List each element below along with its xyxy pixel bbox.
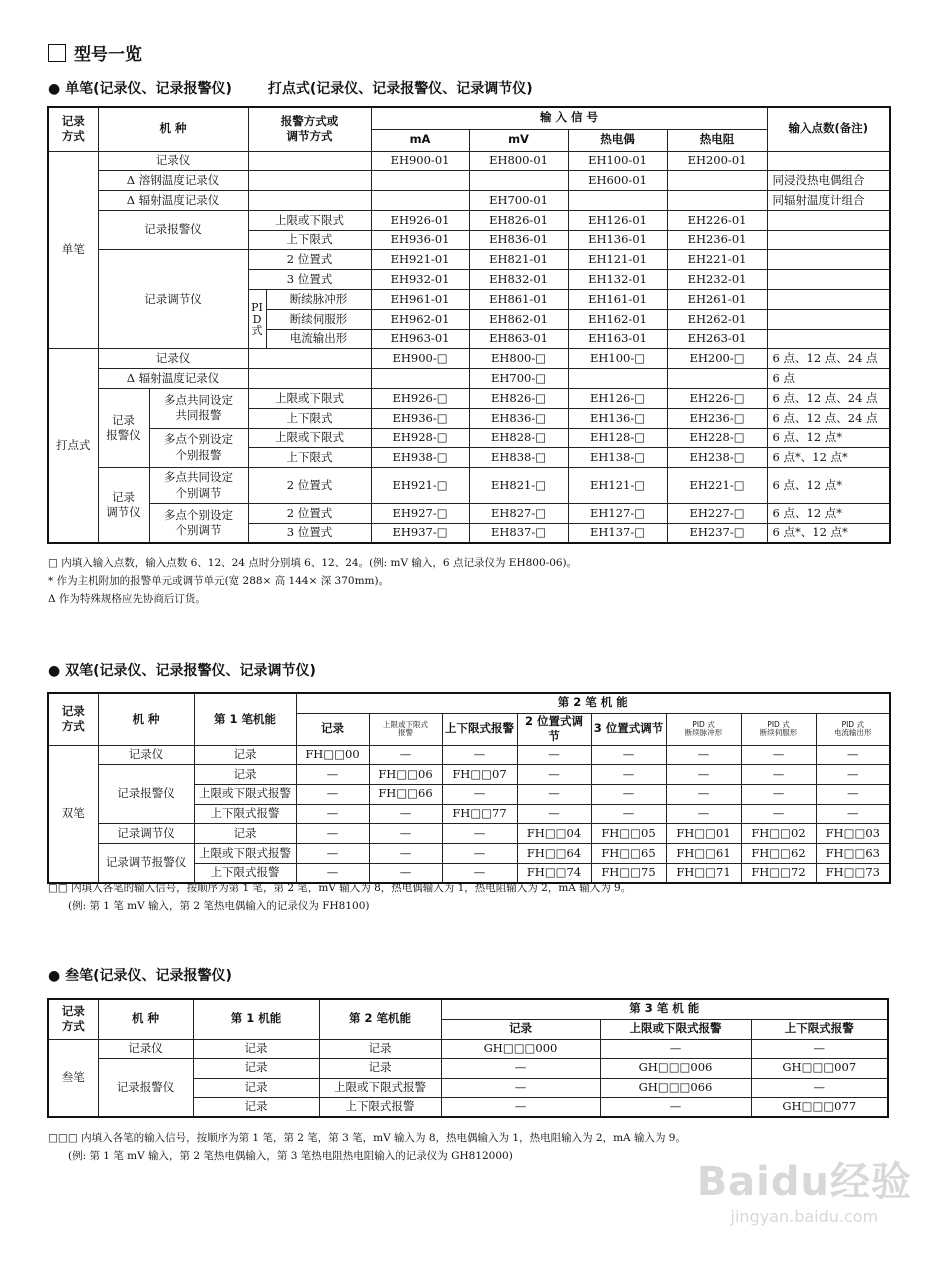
table-cell: — <box>441 1059 600 1079</box>
table-cell: — <box>600 1039 751 1059</box>
table-cell: 3 位置式 <box>248 270 371 290</box>
table-cell: EH928-□ <box>371 428 469 448</box>
table-cell: EH900-01 <box>371 151 469 171</box>
table-cell: 断续脉冲形 <box>266 290 371 310</box>
table-cell: PID式 <box>248 290 266 349</box>
column-header: 报警方式或 调节方式 <box>248 107 371 151</box>
table-cell <box>667 369 767 389</box>
table-cell: EH100-□ <box>568 349 667 369</box>
table-cell: EH261-01 <box>667 290 767 310</box>
table-cell: EH921-01 <box>371 250 469 270</box>
column-header: 2 位置式调节 <box>517 713 591 745</box>
table-cell: 6 点、12 点、24 点 <box>767 408 890 428</box>
table-cell: GH□□□007 <box>751 1059 888 1079</box>
column-header: mA <box>371 129 469 151</box>
table-cell: 6 点*、12 点* <box>767 524 890 544</box>
table-cell: 单笔 <box>48 151 98 349</box>
table-cell: 多点个别设定 个别报警 <box>149 428 248 468</box>
table-cell: 记录报警仪 <box>98 210 248 250</box>
column-header: 第 3 笔 机 能 <box>441 999 888 1019</box>
table-cell: — <box>296 843 369 863</box>
table-cell: EH700-01 <box>469 191 568 211</box>
column-header: 机 种 <box>98 693 194 745</box>
table-cell: 记录调节仪 <box>98 250 248 349</box>
table-cell <box>767 309 890 329</box>
column-header: 记录 <box>296 713 369 745</box>
table-cell: — <box>296 804 369 824</box>
table-cell: — <box>751 1039 888 1059</box>
table-cell: EH838-□ <box>469 448 568 468</box>
column-header: PID 式 断续脉冲形 <box>666 713 741 745</box>
column-header: 记录 方式 <box>48 693 98 745</box>
table-cell: EH700-□ <box>469 369 568 389</box>
table-cell: — <box>442 745 517 765</box>
table-cell: 上下限式 <box>248 408 371 428</box>
table-cell: EH226-01 <box>667 210 767 230</box>
table-cell: EH228-□ <box>667 428 767 448</box>
table-cell: EH236-01 <box>667 230 767 250</box>
table-cell: 记录调节仪 <box>98 824 194 844</box>
table-cell: FH□□02 <box>741 824 816 844</box>
table-cell: FH□□61 <box>666 843 741 863</box>
table-cell: FH□□06 <box>369 765 442 785</box>
table-cell: — <box>591 745 666 765</box>
table-cell: 6 点*、12 点* <box>767 448 890 468</box>
heading-dot-type: 打点式(记录仪、记录报警仪、记录调节仪) <box>267 81 533 97</box>
table-row <box>48 843 890 863</box>
table-cell: EH826-□ <box>469 389 568 409</box>
table-cell: 记录 <box>319 1059 441 1079</box>
section-heading-dual <box>48 660 316 680</box>
table-cell: 2 位置式 <box>248 468 371 504</box>
page-title <box>48 40 142 65</box>
table-cell: EH162-01 <box>568 309 667 329</box>
table-cell: — <box>666 784 741 804</box>
table-cell: — <box>517 804 591 824</box>
table-cell: EH221-□ <box>667 468 767 504</box>
table-cell: 记录报警仪 <box>98 1059 193 1118</box>
table-cell: FH□□64 <box>517 843 591 863</box>
table-cell: 6 点、12 点* <box>767 428 890 448</box>
table-cell: EH127-□ <box>568 504 667 524</box>
checkbox-square-icon <box>48 44 66 62</box>
table-cell: FH□□75 <box>591 863 666 883</box>
table-cell: 记录 <box>193 1098 319 1118</box>
table-cell: 同浸没热电偶组合 <box>767 171 890 191</box>
table-cell: 6 点、12 点、24 点 <box>767 389 890 409</box>
table-cell: — <box>591 765 666 785</box>
table-row <box>48 824 890 844</box>
table-cell: EH126-01 <box>568 210 667 230</box>
column-header: 记录 <box>441 1019 600 1039</box>
table-row <box>48 250 890 270</box>
table-cell: 上限或下限式报警 <box>194 784 296 804</box>
table-cell: — <box>517 745 591 765</box>
column-header: 热电阻 <box>667 129 767 151</box>
table-cell: — <box>666 804 741 824</box>
table-cell: 记录调节报警仪 <box>98 843 194 882</box>
table-cell: 3 位置式 <box>248 524 371 544</box>
table-cell: 记录 <box>194 765 296 785</box>
table-cell: EH862-01 <box>469 309 568 329</box>
table-cell: FH□□77 <box>442 804 517 824</box>
table-row <box>48 369 890 389</box>
header-row <box>48 999 888 1019</box>
table-cell: EH963-01 <box>371 329 469 349</box>
table-cell: — <box>666 765 741 785</box>
table-cell: — <box>369 804 442 824</box>
table-cell: 6 点、12 点* <box>767 504 890 524</box>
table-cell: 记录 <box>193 1059 319 1079</box>
table-cell: 上限或下限式 <box>248 389 371 409</box>
table-cell: GH□□□006 <box>600 1059 751 1079</box>
table-cell: EH821-□ <box>469 468 568 504</box>
column-header: 记录 方式 <box>48 999 98 1039</box>
table-row <box>48 765 890 785</box>
table-cell <box>767 329 890 349</box>
note-dual-1: □□ 内填入各笔的输入信号，按顺序为第 1 笔，第 2 笔，mV 输入为 8，热电偶输入为 1，热电阻输入为 2，mA 输入为 9。 <box>48 882 632 894</box>
table-cell <box>767 210 890 230</box>
table-cell: EH821-01 <box>469 250 568 270</box>
column-header: 机 种 <box>98 999 193 1039</box>
table-cell: FH□□07 <box>442 765 517 785</box>
table-cell: FH□□00 <box>296 745 369 765</box>
table-cell: — <box>741 804 816 824</box>
table-cell: EH863-01 <box>469 329 568 349</box>
table-cell: — <box>741 765 816 785</box>
table-cell: 断续伺服形 <box>266 309 371 329</box>
section-heading-single <box>48 78 533 98</box>
table-cell: EH128-□ <box>568 428 667 448</box>
column-header: PID 式 电流输出形 <box>816 713 890 745</box>
table-row <box>48 389 890 409</box>
table-cell: — <box>591 784 666 804</box>
table-cell: 上限或下限式报警 <box>319 1078 441 1098</box>
table-cell: 记录 <box>319 1039 441 1059</box>
table-cell: 电流输出形 <box>266 329 371 349</box>
table-cell: 6 点 <box>767 369 890 389</box>
table-cell: FH□□05 <box>591 824 666 844</box>
table-cell: EH932-01 <box>371 270 469 290</box>
table-cell: — <box>442 824 517 844</box>
table-cell: — <box>816 804 890 824</box>
table-cell: EH828-□ <box>469 428 568 448</box>
table-cell: — <box>442 843 517 863</box>
table-cell: — <box>369 863 442 883</box>
table-cell: EH936-□ <box>371 408 469 428</box>
column-header: 热电偶 <box>568 129 667 151</box>
table-cell: — <box>369 843 442 863</box>
table-cell: EH137-□ <box>568 524 667 544</box>
table-cell: — <box>751 1078 888 1098</box>
table-cell: EH138-□ <box>568 448 667 468</box>
table-cell: EH263-01 <box>667 329 767 349</box>
table-cell: EH926-01 <box>371 210 469 230</box>
table-row <box>48 210 890 230</box>
table-cell: 双笔 <box>48 745 98 883</box>
table-cell: 上限或下限式 <box>248 210 371 230</box>
table-cell: EH836-□ <box>469 408 568 428</box>
table-cell: EH121-01 <box>568 250 667 270</box>
table-cell: 上下限式报警 <box>319 1098 441 1118</box>
table-cell: 6 点、12 点* <box>767 468 890 504</box>
table-cell <box>667 191 767 211</box>
column-header: 上限或下限式报警 <box>600 1019 751 1039</box>
column-header: 3 位置式调节 <box>591 713 666 745</box>
table-cell: GH□□□000 <box>441 1039 600 1059</box>
page-title-text: 型号一览 <box>74 45 142 65</box>
table-cell: — <box>296 824 369 844</box>
table-cell: EH936-01 <box>371 230 469 250</box>
table-cell: EH237-□ <box>667 524 767 544</box>
table-cell: — <box>816 784 890 804</box>
column-header: mV <box>469 129 568 151</box>
table-cell <box>371 369 469 389</box>
table-cell: — <box>442 784 517 804</box>
note-3: Δ 作为特殊规格应先协商后订货。 <box>48 593 206 605</box>
table-cell: EH136-□ <box>568 408 667 428</box>
note-triple-1: □□□ 内填入各笔的输入信号，按顺序为第 1 笔，第 2 笔，第 3 笔，mV 输入为 8，热电偶输入为 1，热电阻输入为 2，mA 输入为 9。 <box>48 1132 686 1144</box>
table-cell: 记录 报警仪 <box>98 389 149 468</box>
table-cell: EH200-01 <box>667 151 767 171</box>
table-cell: 记录报警仪 <box>98 765 194 824</box>
column-header: 第 2 笔机能 <box>319 999 441 1039</box>
table-cell: — <box>296 765 369 785</box>
table-cell: EH262-01 <box>667 309 767 329</box>
table-row <box>48 468 890 504</box>
table-cell: 记录 <box>193 1039 319 1059</box>
table-cell: 多点共同设定 共同报警 <box>149 389 248 429</box>
table-cell <box>767 250 890 270</box>
table-row <box>48 1039 888 1059</box>
table-cell: EH221-01 <box>667 250 767 270</box>
table-row <box>48 151 890 171</box>
dual-pen-model-table <box>47 692 891 884</box>
table-cell: FH□□66 <box>369 784 442 804</box>
table-cell: EH100-01 <box>568 151 667 171</box>
table-cell: FH□□71 <box>666 863 741 883</box>
watermark-url: jingyan.baidu.com <box>730 1207 879 1226</box>
table-row <box>48 191 890 211</box>
table-row <box>48 745 890 765</box>
table-cell <box>248 171 371 191</box>
table-cell: 上下限式报警 <box>194 804 296 824</box>
table-cell: 2 位置式 <box>248 504 371 524</box>
table-cell: EH861-01 <box>469 290 568 310</box>
table-cell: 记录 <box>194 824 296 844</box>
table-cell <box>667 171 767 191</box>
table-cell: Δ 辐射温度记录仪 <box>98 191 248 211</box>
table-cell: 上下限式 <box>248 448 371 468</box>
table-cell: EH826-01 <box>469 210 568 230</box>
table-cell: Δ 辐射温度记录仪 <box>98 369 248 389</box>
table-cell: FH□□73 <box>816 863 890 883</box>
table-cell: EH227-□ <box>667 504 767 524</box>
table-cell: — <box>296 863 369 883</box>
table-cell: EH136-01 <box>568 230 667 250</box>
table-cell: 多点共同设定 个别调节 <box>149 468 248 504</box>
bullet-icon: ● <box>48 968 66 984</box>
table-cell: EH200-□ <box>667 349 767 369</box>
table-cell: GH□□□077 <box>751 1098 888 1118</box>
table-cell <box>371 191 469 211</box>
table-cell: — <box>591 804 666 824</box>
table-cell: EH927-□ <box>371 504 469 524</box>
table-cell: FH□□01 <box>666 824 741 844</box>
table-cell: 记录 调节仪 <box>98 468 149 544</box>
table-cell: EH962-01 <box>371 309 469 329</box>
table-row <box>48 504 890 524</box>
table-cell: 多点个别设定 个别调节 <box>149 504 248 544</box>
table-cell <box>568 191 667 211</box>
table-cell: — <box>517 784 591 804</box>
note-1: □ 内填入输入点数，输入点数 6、12、24 点时分别填 6、12、24。(例: mV 输入，6 点记录仪为 EH800-06)。 <box>48 557 578 569</box>
table-cell: EH921-□ <box>371 468 469 504</box>
table-cell: — <box>816 765 890 785</box>
table-cell: EH937-□ <box>371 524 469 544</box>
bullet-icon: ● <box>48 81 66 97</box>
table-cell: EH232-01 <box>667 270 767 290</box>
table-cell: — <box>816 745 890 765</box>
table-cell: 打点式 <box>48 349 98 543</box>
table-cell: — <box>296 784 369 804</box>
column-header: 输 入 信 号 <box>371 107 767 129</box>
table-cell: FH□□03 <box>816 824 890 844</box>
watermark-logo <box>697 1150 912 1226</box>
table-cell: EH600-01 <box>568 171 667 191</box>
heading-dual-pen: 双笔(记录仪、记录报警仪、记录调节仪) <box>65 663 316 679</box>
table-cell <box>469 171 568 191</box>
bullet-icon: ● <box>48 663 66 679</box>
table-cell: 记录仪 <box>98 745 194 765</box>
table-cell: 记录仪 <box>98 151 248 171</box>
column-header: 上下限式报警 <box>751 1019 888 1039</box>
column-header: 上下限式报警 <box>442 713 517 745</box>
table-cell: FH□□63 <box>816 843 890 863</box>
table-cell: EH132-01 <box>568 270 667 290</box>
table-cell <box>767 230 890 250</box>
table-cell: 记录 <box>194 745 296 765</box>
table-cell: — <box>741 784 816 804</box>
table-cell: EH832-01 <box>469 270 568 290</box>
table-cell <box>767 270 890 290</box>
table-cell: EH163-01 <box>568 329 667 349</box>
table-cell: EH836-01 <box>469 230 568 250</box>
table-cell: EH121-□ <box>568 468 667 504</box>
table-cell: — <box>369 824 442 844</box>
table-cell: FH□□04 <box>517 824 591 844</box>
column-header: 第 2 笔 机 能 <box>296 693 890 713</box>
table-cell: — <box>442 863 517 883</box>
table-cell: 2 位置式 <box>248 250 371 270</box>
table-cell <box>371 171 469 191</box>
table-cell: — <box>441 1098 600 1118</box>
column-header: 上限或下限式 报警 <box>369 713 442 745</box>
table-cell: FH□□65 <box>591 843 666 863</box>
header-row <box>48 693 890 713</box>
column-header: 第 1 机能 <box>193 999 319 1039</box>
table-cell: FH□□72 <box>741 863 816 883</box>
table-cell: EH926-□ <box>371 389 469 409</box>
table-cell: 记录 <box>193 1078 319 1098</box>
table-cell: 同辐射温度计组合 <box>767 191 890 211</box>
table-cell: EH236-□ <box>667 408 767 428</box>
table-cell <box>568 369 667 389</box>
table-row <box>48 171 890 191</box>
heading-triple-pen: 叁笔(记录仪、记录报警仪) <box>65 968 232 984</box>
table-cell <box>767 290 890 310</box>
table-cell: EH800-□ <box>469 349 568 369</box>
column-header: 输入点数(备注) <box>767 107 890 151</box>
table-cell <box>248 151 371 171</box>
table-cell: — <box>441 1078 600 1098</box>
table-cell: EH126-□ <box>568 389 667 409</box>
table-cell: EH800-01 <box>469 151 568 171</box>
table-cell: EH161-01 <box>568 290 667 310</box>
watermark-brand: Baidu经验 <box>696 1159 912 1205</box>
column-header: PID 式 断续伺服形 <box>741 713 816 745</box>
table-cell <box>248 349 371 369</box>
table-cell: 6 点、12 点、24 点 <box>767 349 890 369</box>
note-dual-2: (例: 第 1 笔 mV 输入，第 2 笔热电偶输入的记录仪为 FH8100) <box>68 900 370 912</box>
table-cell: 记录仪 <box>98 1039 193 1059</box>
table-cell: — <box>369 745 442 765</box>
triple-pen-model-table <box>47 998 889 1118</box>
table-cell: 上下限式报警 <box>194 863 296 883</box>
note-2: * 作为主机附加的报警单元或调节单元(宽 288× 高 144× 深 370mm)。 <box>48 575 390 587</box>
header-row <box>48 107 890 129</box>
table-cell: EH226-□ <box>667 389 767 409</box>
single-pen-model-table <box>47 106 891 544</box>
table-cell: 叁笔 <box>48 1039 98 1117</box>
table-cell: EH900-□ <box>371 349 469 369</box>
column-header: 记录 方式 <box>48 107 98 151</box>
table-cell: EH961-01 <box>371 290 469 310</box>
table-cell: 上限或下限式 <box>248 428 371 448</box>
table-cell: — <box>600 1098 751 1118</box>
table-cell <box>248 191 371 211</box>
table-cell <box>767 151 890 171</box>
table-cell <box>248 369 371 389</box>
table-row <box>48 349 890 369</box>
table-cell: FH□□62 <box>741 843 816 863</box>
table-cell: Δ 溶钢温度记录仪 <box>98 171 248 191</box>
table-cell: EH938-□ <box>371 448 469 468</box>
table-cell: EH827-□ <box>469 504 568 524</box>
table-cell: — <box>666 745 741 765</box>
table-cell: EH238-□ <box>667 448 767 468</box>
column-header: 第 1 笔机能 <box>194 693 296 745</box>
column-header: 机 种 <box>98 107 248 151</box>
table-row <box>48 1059 888 1079</box>
table-cell: GH□□□066 <box>600 1078 751 1098</box>
heading-single-pen: 单笔(记录仪、记录报警仪) <box>65 81 232 97</box>
table-cell: 上下限式 <box>248 230 371 250</box>
section-heading-triple <box>48 965 232 985</box>
table-cell: FH□□74 <box>517 863 591 883</box>
table-cell: — <box>517 765 591 785</box>
table-cell: 上限或下限式报警 <box>194 843 296 863</box>
table-cell: — <box>741 745 816 765</box>
note-triple-2: (例: 第 1 笔 mV 输入，第 2 笔热电偶输入，第 3 笔热电阻热电阻输入的记录仪为 GH812000) <box>68 1150 513 1162</box>
table-row <box>48 428 890 448</box>
table-cell: EH837-□ <box>469 524 568 544</box>
table-cell: 记录仪 <box>98 349 248 369</box>
